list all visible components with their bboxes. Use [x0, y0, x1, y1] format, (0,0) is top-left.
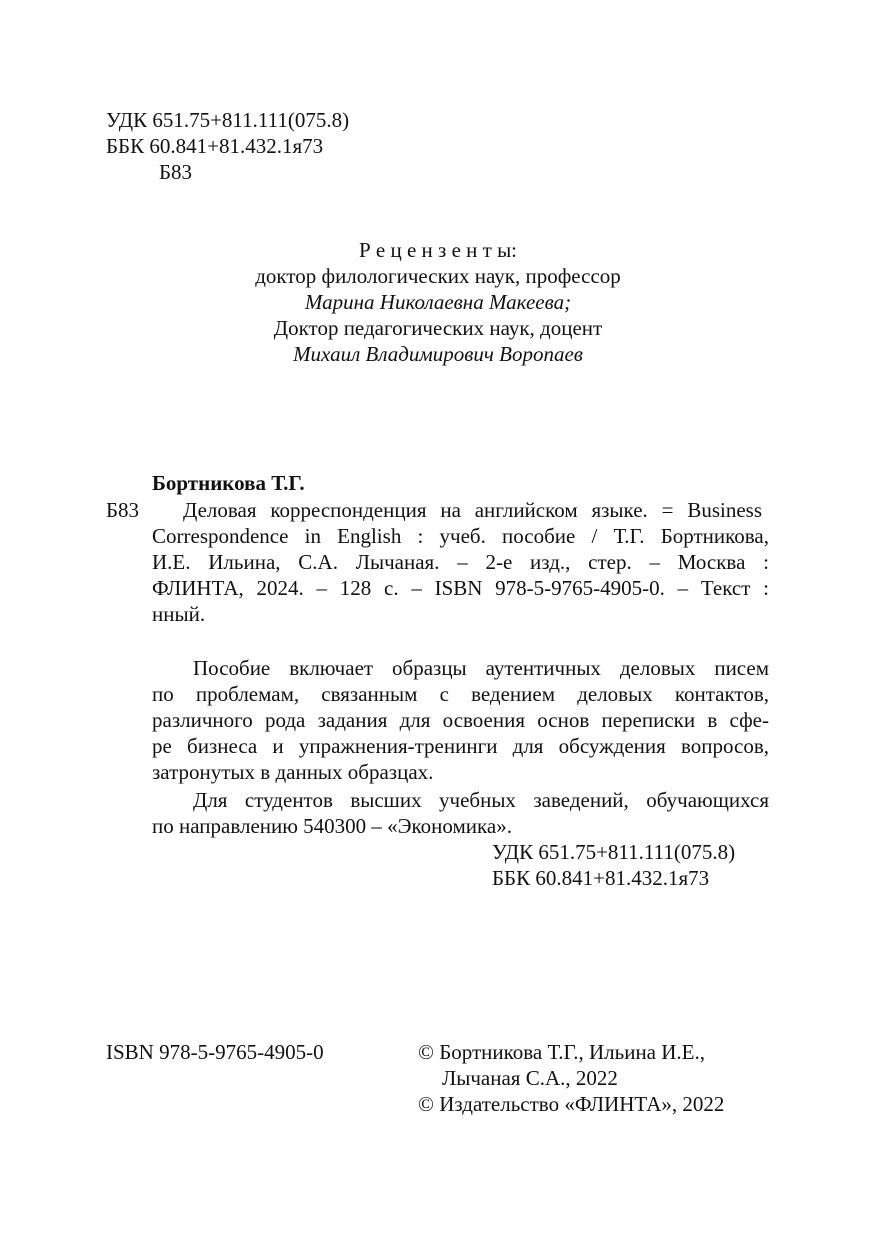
reviewers-heading: Р е ц е н з е н т ы: — [358, 238, 518, 262]
annotation-p1-line-4: ре бизнеса и упражнения-тренинги для обсуждения вопросов, — [152, 734, 769, 758]
bbk-code-bottom: ББК 60.841+81.432.1я73 — [492, 866, 710, 890]
bibliography-line-2: Correspondence in English : учеб. пособие / Т.Г. Бортникова, — [152, 524, 769, 548]
udk-code-bottom: УДК 651.75+811.111(075.8) — [492, 840, 736, 864]
reviewer-1-title: доктор филологических наук, профессор — [255, 264, 621, 288]
bibliography-author: Бортникова Т.Г. — [152, 471, 305, 495]
annotation-p1-line-5: затронутых в данных образцах. — [152, 760, 434, 784]
author-mark-top: Б83 — [159, 160, 193, 184]
annotation-p1-line-3: различного рода задания для освоения основ переписки в сфе- — [152, 708, 769, 732]
udk-code-top: УДК 651.75+811.111(075.8) — [106, 108, 350, 132]
bibliography-line-1: Деловая корреспонденция на английском языке. = Business — [183, 498, 762, 522]
annotation-p2-line-2: по направлению 540300 – «Экономика». — [152, 814, 513, 838]
reviewers-block — [0, 237, 876, 367]
copyright-line-2: Лычаная С.А., 2022 — [442, 1066, 618, 1090]
bbk-code-top: ББК 60.841+81.432.1я73 — [106, 134, 324, 158]
copyright-line-1: © Бортникова Т.Г., Ильина И.Е., — [418, 1040, 705, 1064]
bibliography-mark: Б83 — [106, 498, 140, 522]
reviewer-2-title: Доктор педагогических наук, доцент — [273, 316, 603, 340]
annotation-p2-line-1: Для студентов высших учебных заведений, обучающихся — [193, 788, 769, 812]
bibliography-line-4: ФЛИНТА, 2024. – 128 с. – ISBN 978-5-9765-4905-0. – Текст : — [152, 576, 769, 600]
isbn-number: ISBN 978-5-9765-4905-0 — [106, 1040, 324, 1064]
reviewer-1-name: Марина Николаевна Макеева; — [304, 290, 572, 314]
copyright-line-3: © Издательство «ФЛИНТА», 2022 — [418, 1092, 725, 1116]
annotation-p1-line-2: по проблемам, связанным с ведением деловых контактов, — [152, 682, 769, 706]
annotation-p1-line-1: Пособие включает образцы аутентичных деловых писем — [193, 656, 769, 680]
reviewer-2-name: Михаил Владимирович Воропаев — [293, 342, 583, 366]
bibliography-line-3: И.Е. Ильина, С.А. Лычаная. – 2-е изд., стер. – Москва : — [152, 550, 769, 574]
bibliography-line-5: нный. — [152, 602, 206, 626]
